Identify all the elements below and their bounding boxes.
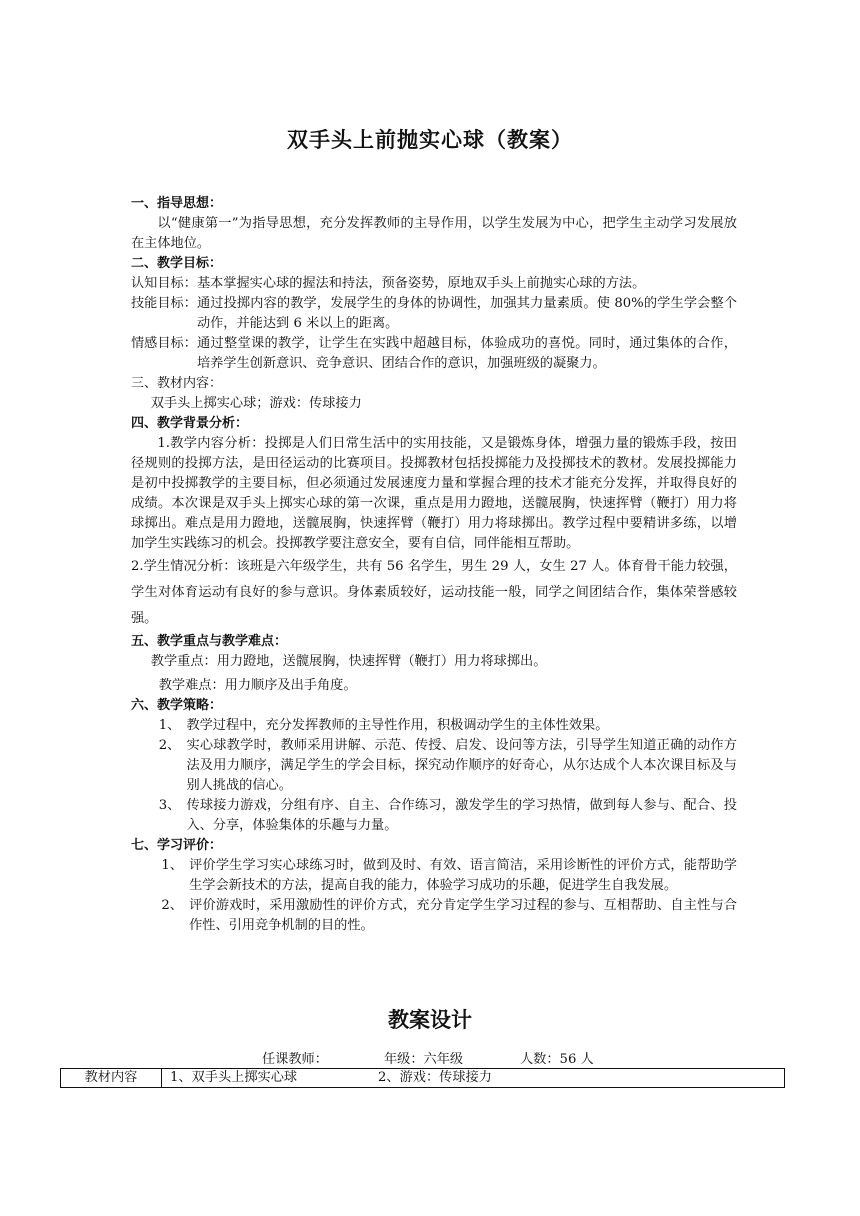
document-body	[131, 194, 737, 936]
list-number: 3、	[158, 798, 181, 813]
list-item	[159, 736, 737, 796]
materials-text: 双手头上掷实心球；游戏：传球接力	[150, 396, 362, 411]
student-count-label: 人数：56 人	[520, 1052, 594, 1067]
goal-cognitive	[131, 274, 737, 294]
goal-label: 情感目标：	[131, 336, 197, 351]
key-point-text: 教学重点：用力蹬地，送髋展胸，快速挥臂（鞭打）用力将球掷出。	[150, 654, 547, 669]
section-heading-teaching-goals: 二、教学目标：	[131, 256, 223, 271]
goal-text: 基本掌握实心球的握法和持法，预备姿势，原地双手头上前抛实心球的方法。	[196, 276, 646, 291]
lesson-design-title: 教案设计	[388, 1008, 472, 1032]
student-analysis-paragraph: 2.学生情况分析：该班是六年级学生，共有 56 名学生，男生 29 人，女生 27 人。体育骨干能力较强，学生对体育运动有良好的参与意识。身体素质较好，运动技能一般，同学之间团结合作，集体荣誉感较强。	[131, 559, 737, 626]
strategy-list	[131, 716, 737, 836]
list-item	[161, 896, 737, 936]
list-text: 评价学生学习实心球练习时，做到及时、有效、语言简洁，采用诊断性的评价方式，能帮助学生学会新技术的方法，提高自我的能力，体验学习成功的乐趣，促进学生自我发展。	[189, 858, 737, 893]
goal-label: 技能目标：	[131, 296, 197, 311]
list-number: 2、	[161, 898, 183, 913]
list-number: 1、	[158, 718, 181, 733]
guiding-thought-text: 以“健康第一”为指导思想，充分发挥教师的主导作用，以学生发展为中心，把学生主动学习发展放在主体地位。	[131, 216, 737, 251]
goal-label: 认知目标：	[131, 276, 197, 291]
section-heading-evaluation: 七、学习评价：	[131, 838, 223, 853]
list-item	[159, 796, 737, 836]
goal-emotion	[131, 334, 737, 374]
lesson-info-line	[262, 1048, 594, 1067]
section-heading-materials: 三、教材内容：	[131, 376, 223, 391]
content-analysis-paragraph: 1.教学内容分析：投掷是人们日常生活中的实用技能，又是锻炼身体，增强力量的锻炼手段，按田径规则的投掷方法，是田径运动的比赛项目。投掷教材包括投掷能力及投掷技术的教材。发展投掷能力是初中投掷教学的主要目标，但必须通过发展速度力量和掌握合理的技术才能充分发挥，并取得良好的成绩。本次课是双手头上掷实心球的第一次课，重点是用力蹬地，送髋展胸，快速挥臂（鞭打）用力将球掷出。难点是用力蹬地，送髋展胸，快速挥臂（鞭打）用力将球掷出。教学过程中要精讲多练，以增加学生实践练习的机会。投掷教学要注意安全，要有自信，同伴能相互帮助。	[131, 436, 737, 551]
list-text: 传球接力游戏，分组有序、自主、合作练习，激发学生的学习热情，做到每人参与、配合、投入、分享，体验集体的乐趣与力量。	[186, 798, 737, 833]
list-text: 教学过程中，充分发挥教师的主导性作用，积极调动学生的主体性效果。	[186, 718, 609, 733]
teacher-label: 任课教师：	[262, 1052, 328, 1067]
table-item-1: 1、双手头上掷实心球	[170, 1070, 298, 1085]
difficulty-text: 教学难点：用力顺序及出手角度。	[158, 678, 357, 693]
goal-skill	[131, 294, 737, 334]
goal-text: 通过投掷内容的教学，发展学生的身体的协调性，加强其力量素质。使 80%的学生学会整个动作，并能达到 6 米以上的距离。	[196, 296, 737, 331]
section-heading-strategy: 六、教学策略：	[131, 698, 223, 713]
table-content-cell	[162, 1069, 492, 1087]
list-item	[161, 856, 737, 896]
list-item	[159, 716, 737, 736]
section-heading-key-points: 五、教学重点与教学难点：	[131, 634, 288, 649]
table-item-2: 2、游戏：传球接力	[378, 1070, 492, 1085]
section-heading-guiding-thought: 一、指导思想：	[131, 196, 223, 211]
goal-text: 通过整堂课的教学，让学生在实践中超越目标，体验成功的喜悦。同时，通过集体的合作，培养学生创新意识、竞争意识、团结合作的意识，加强班级的凝聚力。	[196, 336, 737, 371]
evaluation-list	[131, 856, 737, 936]
grade-label: 年级：六年级	[384, 1052, 464, 1067]
lesson-table	[60, 1068, 785, 1088]
list-number: 2、	[158, 738, 181, 753]
table-header-cell: 教材内容	[61, 1069, 162, 1087]
list-text: 实心球教学时，教师采用讲解、示范、传授、启发、设问等方法，引导学生知道正确的动作方法及用力顺序，满足学生的学会目标，探究动作顺序的好奇心，从尔达成个人本次课目标及与别人挑战的信心。	[186, 738, 737, 793]
list-number: 1、	[161, 858, 183, 873]
document-title: 双手头上前抛实心球（教案）	[287, 128, 573, 152]
list-text: 评价游戏时，采用激励性的评价方式，充分肯定学生学习过程的参与、互相帮助、自主性与合作性、引用竞争机制的目的性。	[189, 898, 737, 933]
section-heading-background: 四、教学背景分析：	[131, 416, 249, 431]
